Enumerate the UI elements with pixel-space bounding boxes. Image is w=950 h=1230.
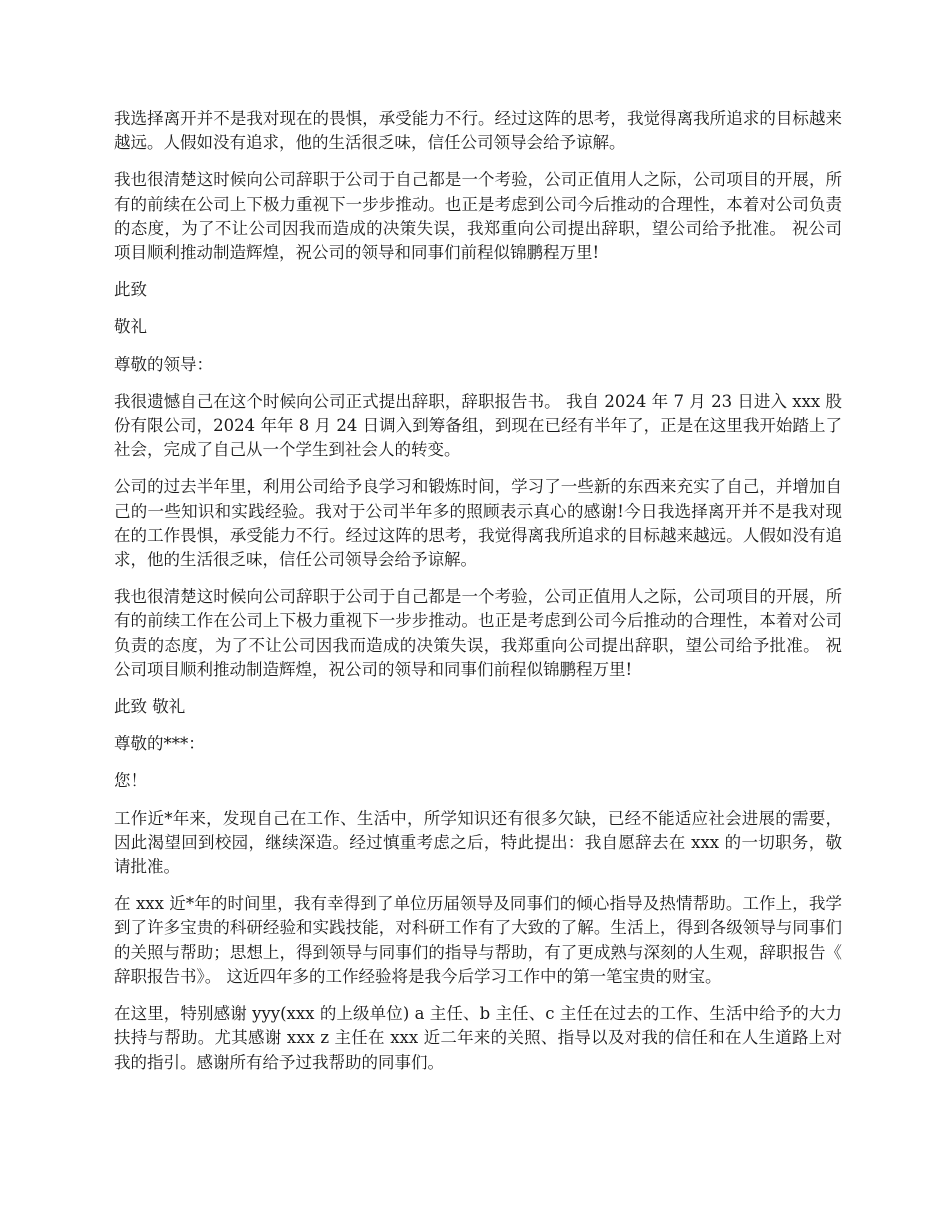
- paragraph: 在 xxx 近*年的时间里，我有幸得到了单位历届领导及同事们的倾心指导及热情帮助。工作上，我学到了许多宝贵的科研经验和实践技能，对科研工作有了大致的了解。生活上，得到各级领导与同事们的关照与帮助；思想上，得到领导与同事们的指导与帮助，有了更成熟与深刻的人生观，辞职报告《辞职报告书》。 这近四年多的工作经验将是我今后学习工作中的第一笔宝贵的财宝。: [114, 894, 842, 986]
- greeting: 您！: [114, 771, 147, 791]
- greeting: 尊敬的领导：: [114, 354, 213, 374]
- closing-salutation: 此致: [114, 280, 147, 300]
- paragraph: 公司的过去半年里，利用公司给予良学习和锻炼时间，学习了一些新的东西来充实了自己，并增加自己的一些知识和实践经验。我对于公司半年多的照顾表示真心的感谢!今日我选择离开并不是我对现在的工作畏惧，承受能力不行。经过这阵的思考，我觉得离我所追求的目标越来越远。人假如没有追求，他的生活很乏味，信任公司领导会给予谅解。: [114, 477, 842, 570]
- paragraph: 工作近*年来，发现自己在工作、生活中，所学知识还有很多欠缺，已经不能适应社会进展的需要，因此渴望回到校园，继续深造。经过慎重考虑之后，特此提出：我自愿辞去在 xxx 的一切职务，敬请批准。: [114, 808, 842, 877]
- paragraph: 我也很清楚这时候向公司辞职于公司于自己都是一个考验，公司正值用人之际，公司项目的开展，所有的前续工作在公司上下极力重视下一步步推动。也正是考虑到公司今后推动的合理性，本着对公司负责的态度，为了不让公司因我而造成的决策失误，我郑重向公司提出辞职，望公司给予批准。 祝公司项目顺利推动制造辉煌，祝公司的领导和同事们前程似锦鹏程万里!: [114, 587, 842, 679]
- greeting: 尊敬的***：: [114, 734, 205, 754]
- paragraph: 我选择离开并不是我对现在的畏惧，承受能力不行。经过这阵的思考，我觉得离我所追求的目标越来越远。人假如没有追求，他的生活很乏味，信任公司领导会给予谅解。: [114, 109, 842, 153]
- paragraph: 我很遗憾自己在这个时候向公司正式提出辞职，辞职报告书。 我自 2024 年 7 月 23 日进入 xxx 股份有限公司，2024 年年 8 月 24 日调入到筹备组，到现在已经有半年了，正是在这里我开始踏上了社会，完成了自己从一个学生到社会人的转变。: [114, 391, 842, 460]
- paragraph: 我也很清楚这时候向公司辞职于公司于自己都是一个考验，公司正值用人之际，公司项目的开展，所有的前续在公司上下极力重视下一步步推动。也正是考虑到公司今后推动的合理性，本着对公司负责的态度，为了不让公司因我而造成的决策失误，我郑重向公司提出辞职，望公司给予批准。 祝公司项目顺利推动制造辉煌，祝公司的领导和同事们前程似锦鹏程万里!: [114, 170, 842, 263]
- closing-salutation: 敬礼: [114, 317, 147, 337]
- closing-salutation: 此致 敬礼: [114, 697, 186, 717]
- document-body: [114, 107, 842, 1088]
- paragraph: 在这里，特别感谢 yyy(xxx 的上级单位) a 主任、b 主任、c 主任在过去的工作、生活中给予的大力扶持与帮助。尤其感谢 xxx z 主任在 xxx 近二年来的关照、指导以及对我的信任和在人生道路上对我的指引。感谢所有给予过我帮助的同事们。: [114, 1004, 842, 1072]
